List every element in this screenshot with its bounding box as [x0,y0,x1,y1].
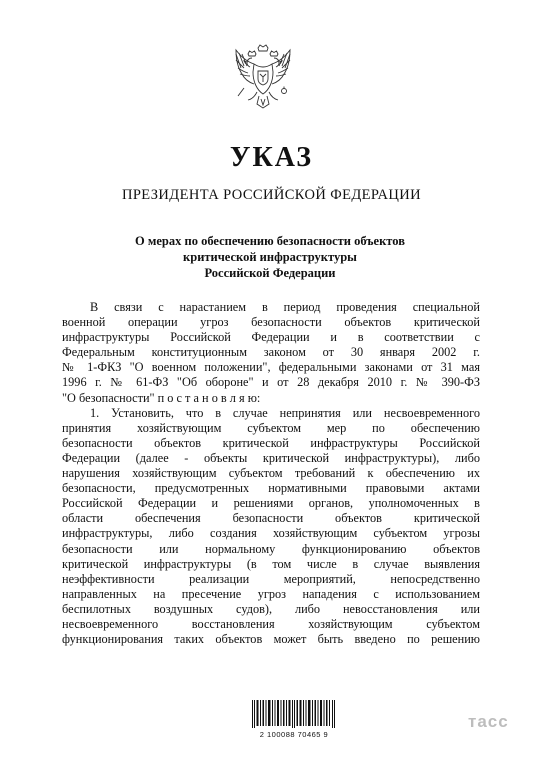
body-line: Федерации (далее - объекты критической инфраструктуры), либо [62,450,480,465]
coat-of-arms-emblem [232,44,294,112]
heading-line: Российской Федерации [204,266,336,280]
barcode-number: 2 100088 70465 9 [259,730,329,739]
body-line: беспилотных воздушных судов), либо невосстановления или [62,601,480,616]
heading-line: критической инфраструктуры [183,250,357,264]
body-line: направленных на пресечение угроз нападения с использованием [62,586,480,601]
heading-line: О мерах по обеспечению безопасности объектов [135,234,405,248]
body-line: № 1-ФКЗ "О военном положении", федеральными законами от 31 мая [62,360,480,375]
body-line: инфраструктуры Российской Федерации и в соответствии с [62,330,480,345]
body-line: области обеспечения безопасности объектов критической [62,511,480,526]
decree-body [62,300,480,647]
body-line: неэффективности реализации мероприятий, непосредственно [62,571,480,586]
body-line: функционирования таких объектов может быть введено по решению [62,632,480,647]
body-line: Российской Федерации и решениями органов, уполномоченных в [62,496,480,511]
body-line: 1. Установить, что в случае непринятия или несвоевременного [90,405,480,420]
body-line: "О безопасности" п о с т а н о в л я ю: [62,390,261,405]
document-subtitle: ПРЕЗИДЕНТА РОССИЙСКОЙ ФЕДЕРАЦИИ [121,187,422,203]
document-title: УКАЗ [229,142,314,173]
body-line: инфраструктуры, либо создания хозяйствующим субъектом угрозы [62,526,480,541]
tass-watermark: тасс [468,712,509,731]
body-line: 1996 г. № 61-ФЗ "Об обороне" и от 28 декабря 2010 г. № 390-ФЗ [62,375,480,390]
body-line: нарушения хозяйствующим субъектом требований к обеспечению их [62,466,480,481]
body-line: безопасности, предусмотренных нормативными правовыми актами [62,481,480,496]
body-line: Федеральным конституционным законом от 30 января 2002 г. [62,345,480,360]
body-line: критической инфраструктуры (в том числе в случае выявления [62,556,480,571]
body-line: безопасности или нормальному функционированию объектов [62,541,480,556]
barcode-bars [252,700,336,728]
body-line: В связи с нарастанием в период проведения специальной [90,300,480,314]
body-line: безопасности объектов критической инфраструктуры Российской [62,435,480,450]
decree-heading [90,233,450,281]
body-line: несвоевременного восстановления хозяйствующим субъектом [62,616,480,631]
body-line: принятия хозяйствующим субъектом мер по обеспечению [62,420,480,435]
barcode [244,700,344,742]
body-line: военной операции угроз безопасности объектов критической [62,315,480,330]
